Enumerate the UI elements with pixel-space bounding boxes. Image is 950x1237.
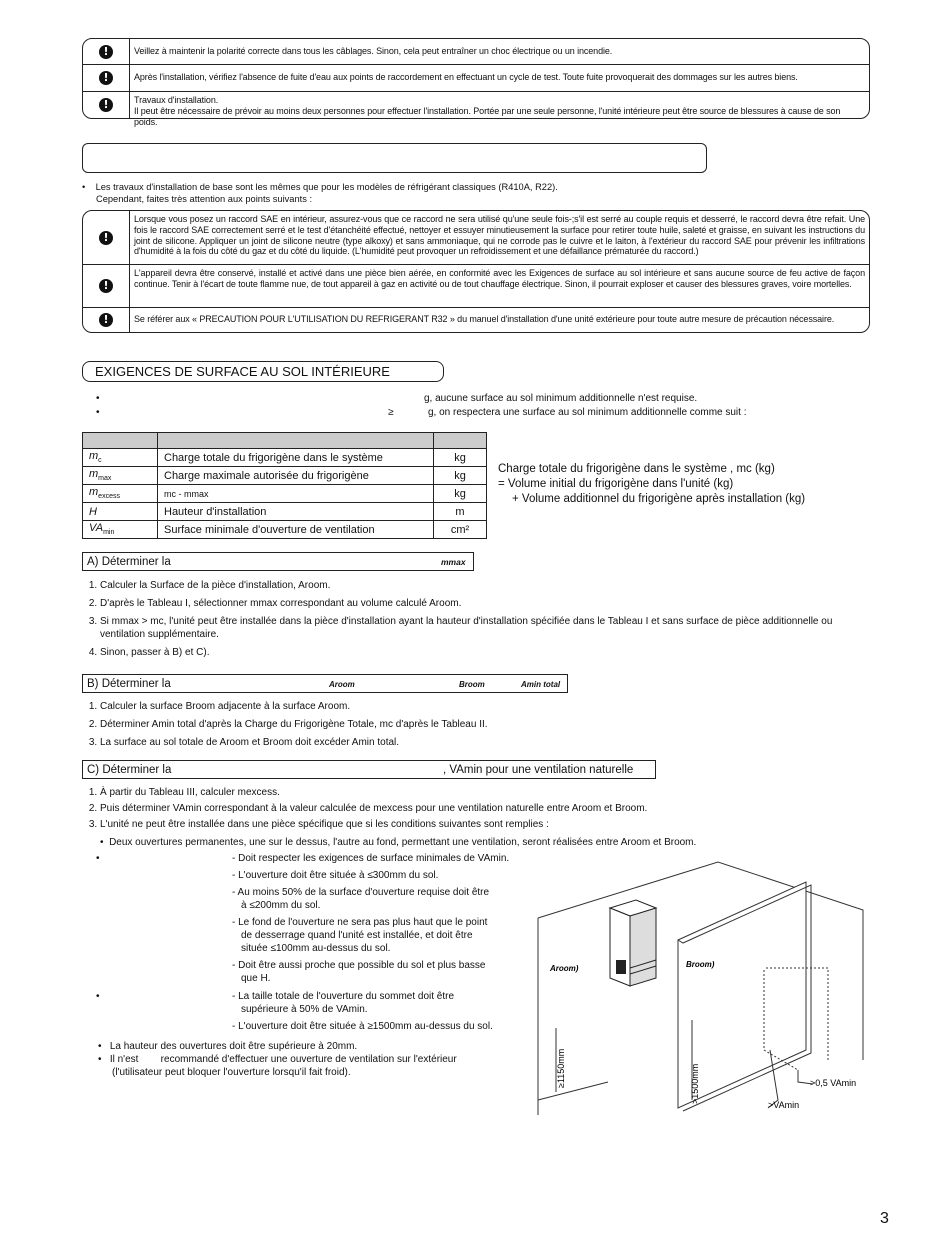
req-line-1: g, aucune surface au sol minimum additionnelle n'est requise. <box>424 393 698 404</box>
exterior-bullet: • Il n'est recommandé d'effectuer une ouverture de ventilation sur l'extérieur (l'utilisateur peut bloquer l'ouverture lorsqu'il fait froid). <box>98 1054 457 1078</box>
list-item: 3. La surface au sol totale de Aroom et Broom doit excéder Amin total. <box>100 736 870 749</box>
floor-edge <box>538 1082 608 1100</box>
exclamation-icon: ! <box>99 231 113 245</box>
page-number: 3 <box>880 1210 889 1227</box>
intro-bullet: • Les travaux d'installation de base sont les mêmes que pour les modèles de réfrigérant classiques (R410A, R22). <box>82 182 558 192</box>
section-b-steps <box>82 700 870 754</box>
bottom-opening-bullet: • <box>96 853 100 864</box>
sub-bullet: • Deux ouvertures permanentes, une sur le dessus, l'autre au fond, permettant une ventilation, seront réalisées entre Aroom et Broom. <box>100 837 697 848</box>
table-row: $m_{max}$ Charge maximale autorisée du frigorigène kg <box>83 467 487 485</box>
warning-row <box>83 264 869 307</box>
warning-title: Travaux d'installation. <box>134 95 219 105</box>
section-c-header: C) Déterminer la , VAmin pour une ventilation naturelle <box>82 760 656 779</box>
indoor-unit-icon <box>610 900 656 986</box>
list-item: 1. Calculer la Surface de la pièce d'installation, Aroom. <box>100 579 870 592</box>
warning-text: L'appareil devra être conservé, installé et activé dans une pièce bien aérée, en conformité avec les Exigences de surface au sol intérieure et sans aucune source de feu active de façon continue. Tenir à l'écart de toute flamme nue, de tout appareil à gaz en activité ou de tout chauffage électrique. Sinon, il pourrait exploser et causer des blessures graves, voire mortelles. <box>134 268 865 289</box>
warning-row <box>83 64 869 91</box>
section-a-steps <box>82 579 870 664</box>
req-bullet: • <box>96 393 100 404</box>
section-a-header: A) Déterminer la mmax <box>82 552 474 571</box>
req-line-2: g, on respectera une surface au sol minimum additionnelle comme suit : <box>428 407 747 418</box>
exclamation-icon: ! <box>99 98 113 112</box>
height-1150-label: ≥1150mm <box>556 1048 566 1088</box>
table-row: H Hauteur d'installation m <box>83 503 487 521</box>
list-item: 3. L'unité ne peut être installée dans une pièce spécifique que si les conditions suivantes sont remplies : <box>100 818 870 831</box>
top-opening-bullet: • <box>96 991 100 1002</box>
top-opening-reqs: - La taille totale de l'ouverture du sommet doit être supérieure à 50% de VAmin. - L'ouverture doit être située à ≥1500mm au-dessus du sol. <box>232 991 493 1032</box>
va-half-label: >0,5 VAmin <box>810 1078 857 1088</box>
table-row: $m_c$ Charge totale du frigorigène dans le système kg <box>83 449 487 467</box>
va-full-label: >VAmin <box>768 1100 800 1110</box>
exclamation-icon: ! <box>99 279 113 293</box>
table-header-row <box>83 433 487 449</box>
section-c-steps <box>82 786 870 831</box>
list-item: 1. Calculer la surface Broom adjacente à la surface Aroom. <box>100 700 870 713</box>
height-1500-label: >1500mm <box>690 1063 700 1104</box>
aroom-label: Aroom) <box>550 964 579 973</box>
list-item: 2. Puis déterminer VAmin correspondant à la valeur calculée de mexcess pour une ventilation naturelle entre Aroom et Broom. <box>100 802 870 815</box>
warning-row <box>83 91 869 127</box>
warning-row <box>83 39 869 64</box>
list-item: 1. À partir du Tableau III, calculer mexcess. <box>100 786 870 799</box>
top-warnings-box <box>82 38 870 127</box>
warning-row <box>83 307 869 332</box>
section-header-box <box>82 143 707 173</box>
list-item: 2. Déterminer Amin total d'après la Charge du Frigorigène Totale, mc d'après le Tableau II. <box>100 718 870 731</box>
warning-row <box>83 211 869 264</box>
exclamation-icon: ! <box>99 45 113 59</box>
section-b-header: B) Déterminer la Aroom Broom Amin total <box>82 674 568 693</box>
warning-text: Se référer aux « PRECAUTION POUR L'UTILISATION DU REFRIGERANT R32 » du manuel d'installation d'une unité extérieure pour toute autre mesure de précaution nécessaire. <box>134 314 835 324</box>
bottom-opening-reqs: - Doit respecter les exigences de surface minimales de VAmin. - L'ouverture doit être située à ≤300mm du sol. - Au moins 50% de la surface d'ouverture requise doit être à ≤200mm du sol. - Le fond de l'ouverture ne sera pas plus haut que le point de desserrage quand l'unité est installée, et doit être située ≤100mm au-dessus du sol. - Doit être aussi proche que possible du sol et plus basse que H. <box>232 853 510 984</box>
exclamation-icon: ! <box>99 313 113 327</box>
list-item: 3. Si mmax > mc, l'unité peut être installée dans la pièce d'installation ayant la hauteur d'installation spécifiée dans le Tableau I et sans surface de pièce additionnelle ou ventilation supplémentaire. <box>100 615 870 641</box>
section-title: EXIGENCES DE SURFACE AU SOL INTÉRIEURE <box>82 361 444 382</box>
broom-label: Broom) <box>686 960 715 969</box>
warning-text: Il peut être nécessaire de prévoir au moins deux personnes pour effectuer l'installation. Portée par une seule personne, l'unité intérieure peut être source de blessures à cause de son poids. <box>134 105 841 127</box>
req-sym: ≥ <box>388 407 394 418</box>
exclamation-icon: ! <box>99 71 113 85</box>
table-row: $VA_{min}$ Surface minimale d'ouverture de ventilation cm² <box>83 521 487 539</box>
list-item: 2. D'après le Tableau I, sélectionner mmax correspondant au volume calculé Aroom. <box>100 597 870 610</box>
parameters-table <box>82 432 487 539</box>
intro-sub: Cependant, faites très attention aux points suivants : <box>96 194 313 204</box>
warning-text: Veillez à maintenir la polarité correcte dans tous les câblages. Sinon, cela peut entraîner un choc électrique ou un incendie. <box>134 46 613 56</box>
r32-warnings-box <box>82 210 870 333</box>
table-row: $m_{excess}$ mc - mmax kg <box>83 485 487 503</box>
warning-text: Lorsque vous posez un raccord SAE en intérieur, assurez-vous que ce raccord ne sera utilisé qu'une seule fois-;s'il est serré au couple requis et desserré, le raccord devra être refait. Une fois le raccord SAE correctement serré et le test d'étanchéité effectué, nettoyer et essuyer minutieusement la surface pour retirer toute huile, saleté et graisse, en suivant les instructions du joint de silicone. Appliquer un joint de silicone neutre (type alkoxy) et sans ammoniaque, qui ne corrode pas le cuivre et le laiton, à l'extérieur du raccord SAE pour prévenir les infiltrations d'humidité à la fois du côté du gaz et du côté du liquide. (L'humidité peut provoquer un refroidissement et une défaillance prématurée du raccord.) <box>134 214 865 257</box>
warning-text: Après l'installation, vérifiez l'absence de fuite d'eau aux points de raccordement en effectuant un cycle de test. Toute fuite provoquerait des dommages sur les autres biens. <box>134 72 798 82</box>
req-bullet: • <box>96 407 100 418</box>
room-ventilation-diagram <box>528 860 873 1115</box>
list-item: 4. Sinon, passer à B) et C). <box>100 646 870 659</box>
height-bullet: • La hauteur des ouvertures doit être supérieure à 20mm. <box>98 1041 358 1052</box>
charge-note: Charge totale du frigorigène dans le système , mc (kg) = Volume initial du frigorigène dans l'unité (kg) + Volume additionnel du frigorigène après installation (kg) <box>498 463 806 505</box>
